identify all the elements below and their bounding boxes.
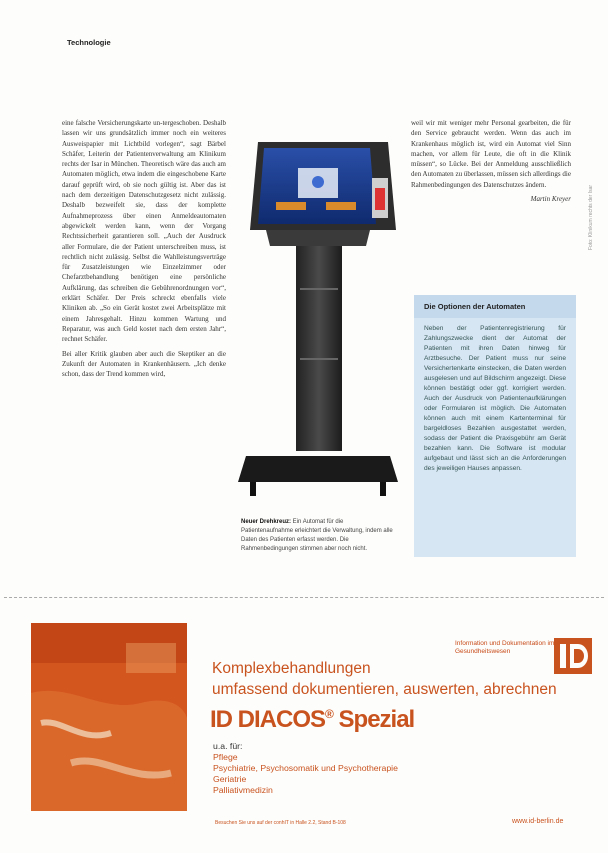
ad-feature-list — [213, 741, 398, 796]
article-paragraph: weil wir mit weniger mehr Personal gearbeiten, die für den Service gebraucht werden. Wenn das auch im Krankenhaus möglich ist, wird ein Automat viel Sinn machen, vor allem für Leute, die oft in die Klinik müssen“, so Lücke. Bei der Anmeldung ausschließlich den Automaten zu überlassen, müssen sich allerdings die Rahmenbedingungen des Datenschutzes ändern. — [411, 119, 571, 189]
article-paragraph: Bei aller Kritik glauben aber auch die Skeptiker an die Zukunft der Automaten in Krankenhäusern. „Ich denke schon, dass der Trend kommen wird, — [62, 349, 226, 379]
caption-title: Neuer Drehkreuz: — [241, 519, 292, 525]
article-column-3 — [411, 118, 571, 204]
info-box — [414, 295, 576, 557]
ad-image — [31, 623, 187, 811]
ad-brand-name: ID DIACOS® Spezial — [210, 706, 415, 733]
author-name: Martin Kreyer — [530, 195, 571, 204]
article-column-1 — [62, 118, 226, 383]
ad-company-tagline: Information und Dokumentation im Gesundheitswesen — [455, 640, 555, 655]
photo-caption — [241, 518, 397, 554]
ad-headline-1: Komplexbehandlungen — [212, 660, 371, 677]
article-paragraph: eine falsche Versicherungskarte un-tergeschoben. Deshalb lassen wir uns grundsätzlich immer noch ein weiteres Ausweispapier mit Lichtbild vorlegen“, sagt Bärbel Schäfer, Leiterin der Patientenverwaltung am Klinikum rechts der Isar in München. Theoretisch wäre das auch am Automaten möglich, etwa indem die eingeschobene Karte darauf geprüft wird, ob sie noch gültig ist. Aber das ist nach dem derzeitigen Datenschutzgesetz nicht zulässig. Deshalb bezweifelt sie, dass der komplette Aufnahmeprozess über einen Anmeldeautomaten abgewickelt werden kann, wenn der Vorgang Rechtssicherheit garantieren soll. „Auch der Ausdruck aller Formulare, die der Patient unterschreiben muss, ist rechtlich nicht zulässig. Selbst die Wahlleistungsverträge für Zusatzleistungen wie Einzelzimmer oder Chefarztbehandlung benötigen eine persönliche Aufklärung, das schreiben die Gebührenordnungen vor“, erklärt Schäfer. Der Preis schreckt ebenfalls viele Kliniken ab. „So ein Gerät kostet zwei Arbeitsplätze mit einem Jahresgehalt. Hinzu kommen Wartung und Reparatur, was auch Geld kostet nach dem ersten Jahr“, rechnet Schäfer. — [62, 119, 226, 344]
list-item: Pflege — [213, 752, 238, 762]
ad-headline-2: umfassend dokumentieren, auswerten, abrechnen — [212, 681, 557, 698]
info-box-text: Neben der Patientenregistrierung für Zahlungszwecke dient der Automat der Patienten mit ihren Daten hinweg für Arztbesuche. Der Patient muss nur seine Versichertenkarte einstecken, die Daten werden ausgelesen und auf Bildschirm angezeigt. Diese können bestätigt oder ggf. korrigiert werden. Auch der Ausdruck von Patientenaufklärungen oder Formularen ist möglich. Die Automaten können auch mit einem Kartenterminal für bargeldloses Bezahlen ausgestattet werden, sodass der Patient die Praxisgebühr am Gerät bezahlen kann. Die Software ist modular aufgebaut und lässt sich an die Anforderungen des jeweiligen Hauses anpassen. — [424, 325, 566, 472]
caption-text: Ein Automat für die Patientenaufnahme erleichtert die Verwaltung, indem alle Daten des Patienten erfasst werden. Die Rahmenbedingungen stimmen aber noch nicht. — [241, 519, 393, 552]
company-logo — [554, 638, 592, 674]
ad-website-link[interactable]: www.id-berlin.de — [512, 818, 564, 825]
kiosk-terminal-photo — [238, 138, 398, 510]
photo-credit: Foto: Klinikum rechts der Isar — [588, 184, 594, 250]
ad-separator — [4, 597, 604, 598]
info-box-title: Die Optionen der Automaten — [414, 295, 576, 318]
ad-footer-note: Besuchen Sie uns auf der conhIT in Halle 2.2, Stand B-108 — [215, 820, 346, 826]
list-item: Palliativmedizin — [213, 785, 273, 795]
section-label: Technologie — [67, 38, 111, 47]
list-item: Psychiatrie, Psychosomatik und Psychotherapie — [213, 763, 398, 773]
ad-intro: u.a. für: — [213, 741, 243, 751]
list-item: Geriatrie — [213, 774, 247, 784]
